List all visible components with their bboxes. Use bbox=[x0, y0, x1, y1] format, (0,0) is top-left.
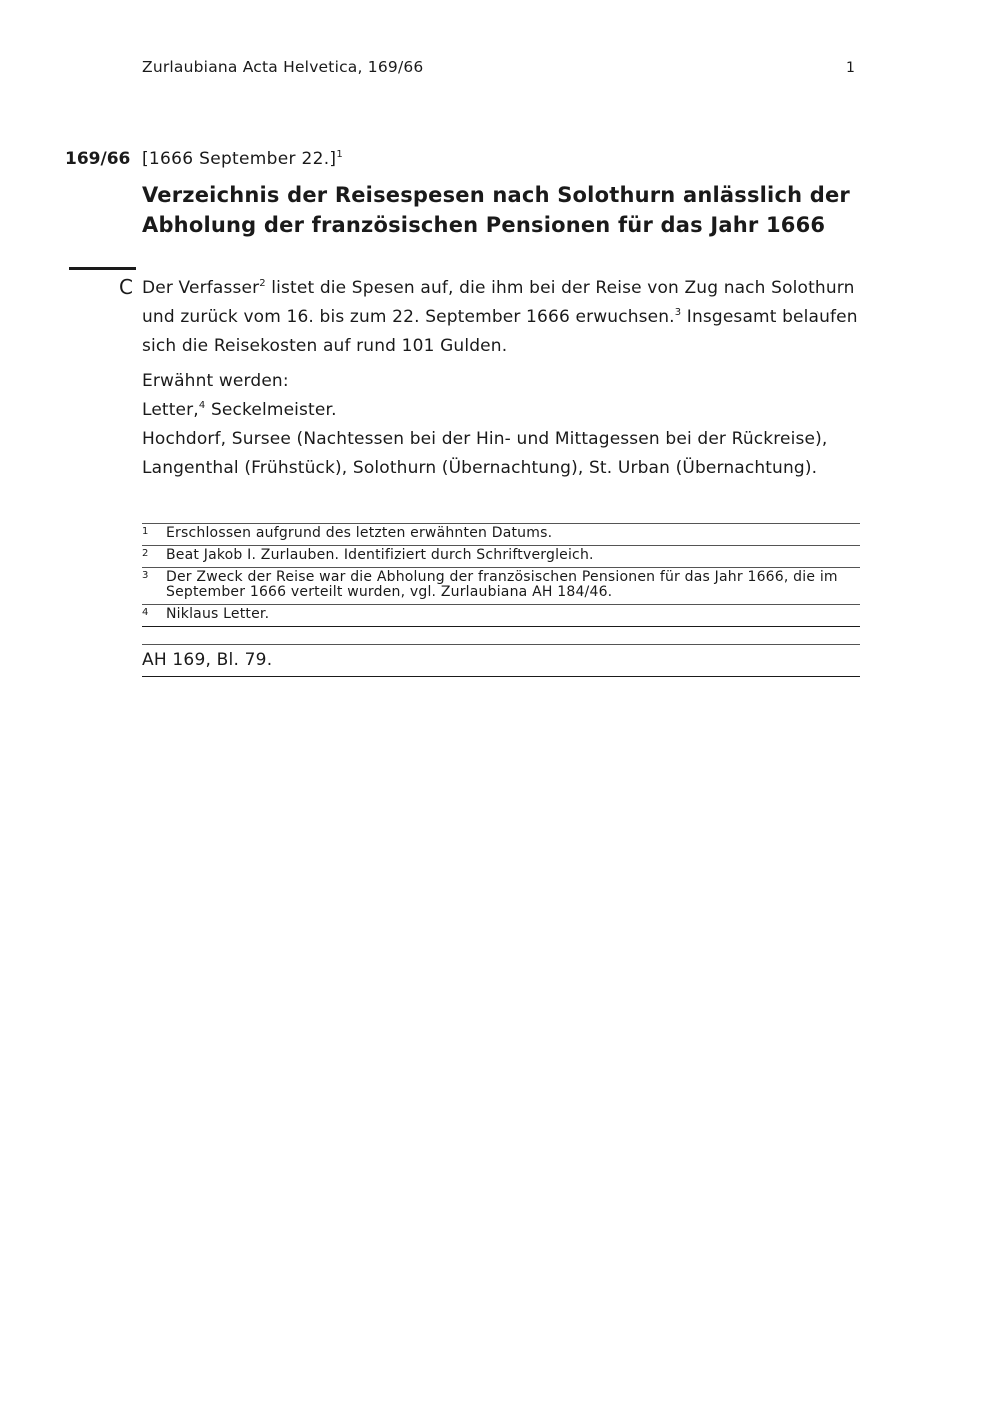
footnote-3 bbox=[142, 567, 860, 604]
footnote-number: 3 bbox=[142, 570, 149, 581]
document-number: 169/66 bbox=[65, 149, 131, 169]
footnote-text: Beat Jakob I. Zurlauben. Identifiziert durch Schriftvergleich. bbox=[166, 547, 594, 563]
footnote-ref-1[interactable]: 1 bbox=[336, 149, 344, 160]
source-reference: AH 169, Bl. 79. bbox=[142, 644, 860, 677]
page-number: 1 bbox=[846, 60, 855, 76]
footnote-ref-4[interactable]: 4 bbox=[198, 400, 206, 411]
footnote-text: Niklaus Letter. bbox=[166, 606, 270, 622]
summary-text-1: Der Verfasser bbox=[142, 278, 260, 298]
summary-paragraph bbox=[142, 274, 872, 361]
mentioned-persons-a: Letter, bbox=[142, 400, 199, 420]
footnote-number: 2 bbox=[142, 548, 149, 559]
document-title: Verzeichnis der Reisespesen nach Solothurn anlässlich der Abholung der französischen Pensionen für das Jahr 1666 bbox=[142, 183, 850, 237]
footnote-number: 1 bbox=[142, 526, 149, 537]
footnote-2 bbox=[142, 545, 860, 567]
summary-text-3: Insgesamt belaufen sich die Reisekosten auf rund 101 Gulden. bbox=[142, 307, 858, 356]
mentioned-heading: Erwähnt werden: bbox=[142, 371, 289, 391]
mentioned-persons bbox=[142, 396, 872, 425]
summary-text-2: listet die Spesen auf, die ihm bei der Reise von Zug nach Solothurn und zurück vom 16. bis zum 22. September 1666 erwuchsen. bbox=[142, 278, 855, 327]
mentioned-persons-b: Seckelmeister. bbox=[205, 400, 337, 420]
document-date-text: [1666 September 22.] bbox=[142, 149, 337, 169]
running-title: Zurlaubiana Acta Helvetica, 169/66 bbox=[142, 58, 424, 76]
section-rule bbox=[69, 267, 136, 270]
classification-marker: C bbox=[119, 275, 133, 299]
footnote-ref-2[interactable]: 2 bbox=[259, 278, 266, 289]
footnotes bbox=[142, 523, 860, 627]
mentioned-places: Hochdorf, Sursee (Nachtessen bei der Hin- und Mittagessen bei der Rückreise), Langenthal (Frühstück), Solothurn (Übernachtung), St. Urban (Übernachtung). bbox=[142, 429, 828, 478]
footnote-ref-3[interactable]: 3 bbox=[674, 307, 682, 318]
footnote-4 bbox=[142, 604, 860, 627]
footnote-1 bbox=[142, 523, 860, 545]
footnote-text: Der Zweck der Reise war die Abholung der französischen Pensionen für das Jahr 1666, die im September 1666 verteilt wurden, vgl. Zurlaubiana AH 184/46. bbox=[166, 569, 838, 600]
footnote-number: 4 bbox=[142, 607, 149, 618]
footnote-text: Erschlossen aufgrund des letzten erwähnten Datums. bbox=[166, 525, 553, 541]
mentioned-section bbox=[142, 367, 872, 483]
document-date bbox=[142, 149, 343, 169]
